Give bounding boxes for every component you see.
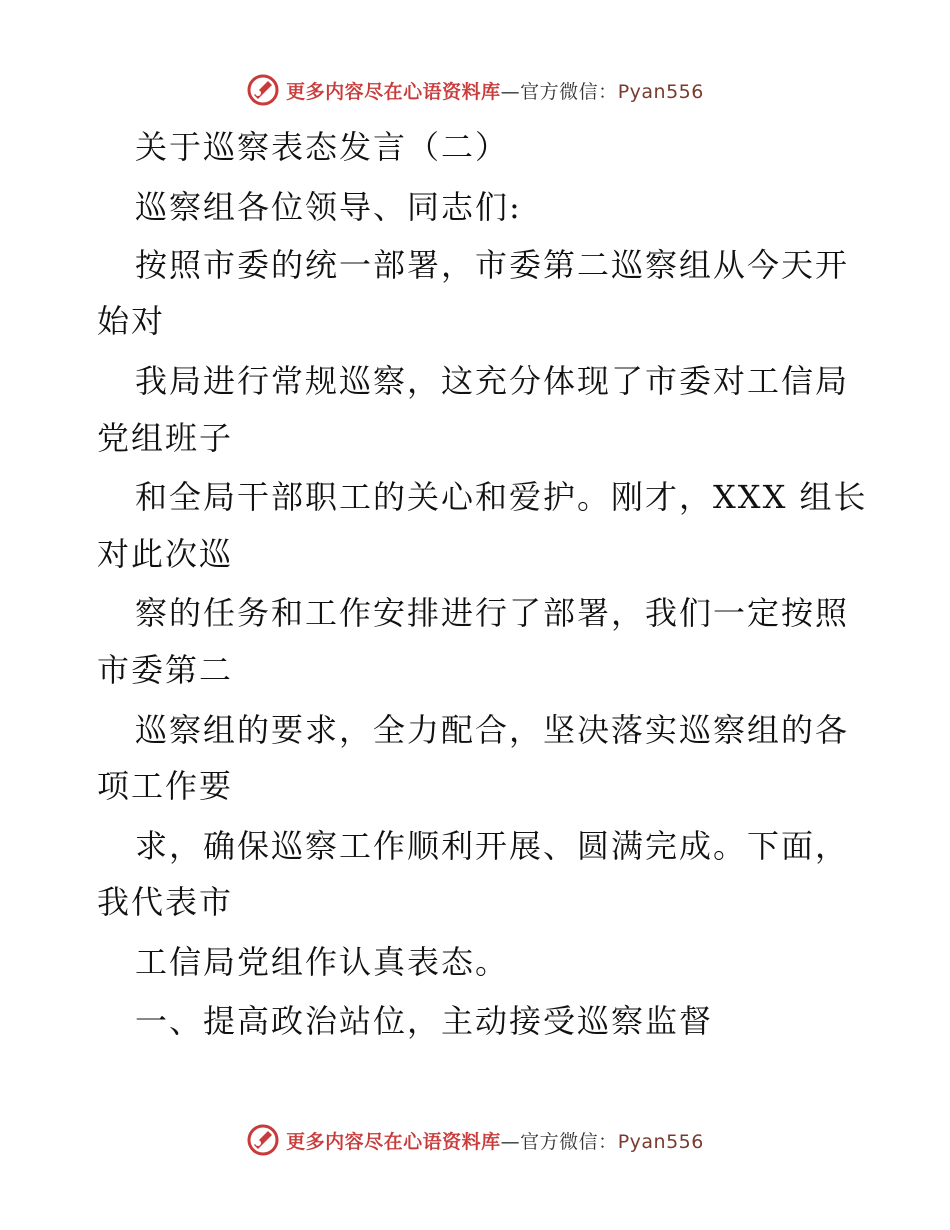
doc-line: 工信局党组作认真表态。 xyxy=(135,943,510,981)
banner-library-text: 更多内容尽在心语资料库 xyxy=(286,80,501,103)
banner-library-text: 更多内容尽在心语资料库 xyxy=(286,1130,501,1153)
banner-wechat-label: 官方微信： xyxy=(520,80,618,103)
banner-dash: — xyxy=(500,1130,521,1153)
doc-line: 求，确保巡察工作顺利开展、圆满完成。下面， xyxy=(135,827,850,865)
banner-wechat-label: 官方微信： xyxy=(520,1130,618,1153)
doc-line: 项工作要 xyxy=(97,767,234,805)
doc-line: 党组班子 xyxy=(97,419,234,457)
doc-line: 和全局干部职工的关心和爱护。刚才，XXX 组长 xyxy=(135,478,868,516)
banner-account: Pyan556 xyxy=(617,80,704,103)
doc-line: 我局进行常规巡察，这充分体现了市委对工信局 xyxy=(135,362,850,400)
doc-line: 巡察组的要求，全力配合，坚决落实巡察组的各 xyxy=(135,711,850,749)
banner-text xyxy=(286,1127,704,1154)
banner-dash: — xyxy=(500,80,521,103)
doc-line: 察的任务和工作安排进行了部署，我们一定按照 xyxy=(135,594,850,632)
doc-line: 按照市委的统一部署，市委第二巡察组从今天开 xyxy=(135,246,850,284)
logo-icon xyxy=(246,1123,280,1157)
header-banner xyxy=(0,70,950,110)
footer-banner xyxy=(0,1120,950,1160)
doc-line: 市委第二 xyxy=(97,651,234,689)
doc-line: 我代表市 xyxy=(97,883,234,921)
logo-icon xyxy=(246,73,280,107)
doc-title: 关于巡察表态发言（二） xyxy=(135,128,510,166)
doc-salutation: 巡察组各位领导、同志们: xyxy=(135,188,522,226)
doc-line: 始对 xyxy=(97,302,166,340)
banner-text xyxy=(286,77,704,104)
banner-account: Pyan556 xyxy=(617,1130,704,1153)
doc-line: 对此次巡 xyxy=(97,535,234,573)
doc-section-heading: 一、提高政治站位，主动接受巡察监督 xyxy=(135,1002,714,1040)
